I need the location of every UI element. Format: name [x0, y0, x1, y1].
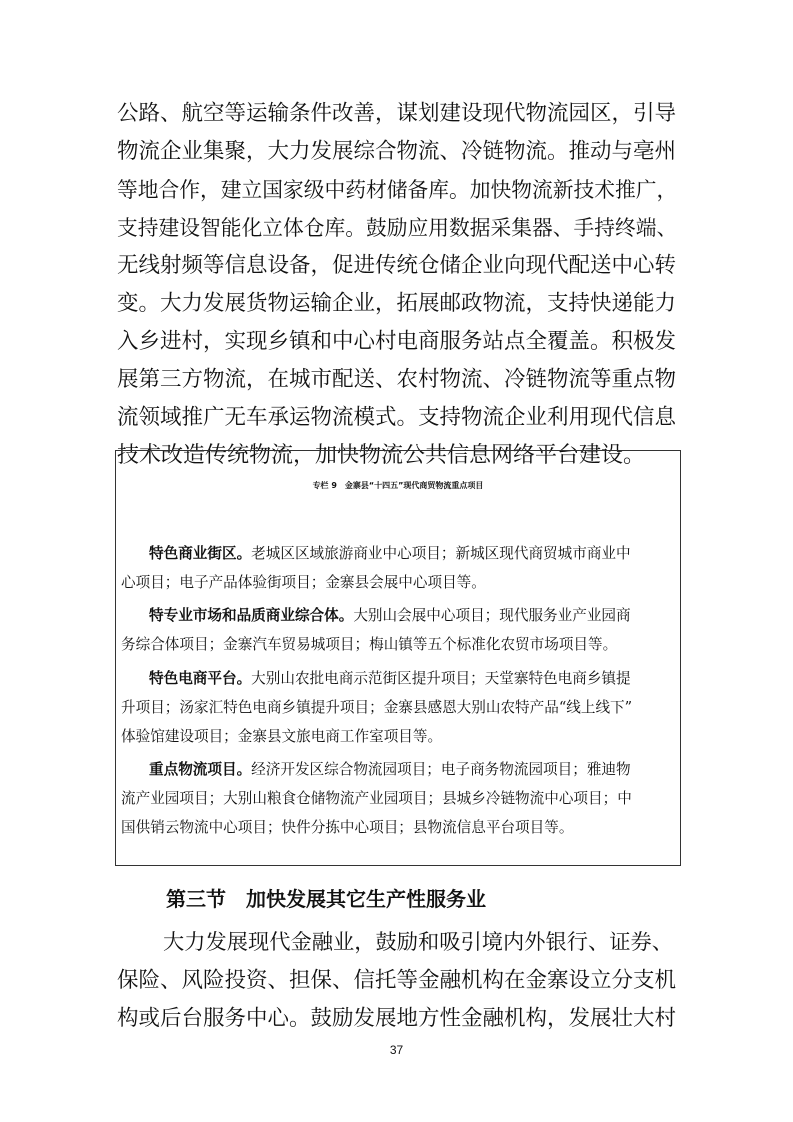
paragraph-line: 物流企业集聚，大力发展综合物流、冷链物流。推动与亳州	[117, 139, 677, 164]
box-item-heading: 特色商业街区。	[149, 545, 252, 562]
box-item-line: 升项目；汤家汇特色电商乡镇提升项目；金寨县感恩大别山农特产品“线上线下”	[121, 699, 633, 716]
page-number: 37	[389, 1043, 404, 1057]
box-item-line: 心项目；电子产品体验街项目；金寨县会展中心项目等。	[121, 574, 486, 591]
box-item-heading: 重点物流项目。	[149, 761, 252, 778]
paragraph-line: 流领域推广无车承运物流模式。支持物流企业利用现代信息	[117, 405, 677, 430]
box-title: 专栏 9 金寨县“十四五”现代商贸物流重点项目	[312, 481, 484, 490]
project-column-box	[115, 450, 681, 866]
paragraph-line: 公路、航空等运输条件改善，谋划建设现代物流园区，引导	[117, 101, 677, 126]
paragraph-line: 无线射频等信息设备，促进传统仓储企业向现代配送中心转	[117, 253, 677, 278]
box-item-line	[149, 542, 631, 566]
section-heading: 第三节 加快发展其它生产性服务业	[166, 887, 486, 911]
box-item-line: 体验馆建设项目；金寨县文旅电商工作室项目等。	[121, 728, 443, 745]
box-item-line: 国供销云物流中心项目；快件分拣中心项目；县物流信息平台项目等。	[121, 819, 574, 836]
paragraph-line: 变。大力发展货物运输企业，拓展邮政物流，支持快递能力	[117, 291, 677, 316]
paragraph-line: 技术改造传统物流，加快物流公共信息网络平台建设。	[117, 443, 646, 468]
box-item-line	[149, 604, 631, 628]
paragraph-line: 等地合作，建立国家级中药材储备库。加快物流新技术推广，	[117, 178, 678, 202]
box-item-heading: 特色电商平台。	[149, 670, 252, 687]
paragraph-line: 入乡进村，实现乡镇和中心村电商服务站点全覆盖。积极发	[117, 329, 677, 354]
box-item-line	[149, 667, 631, 691]
box-item-text: 大别山农批电商示范街区提升项目；天堂寨特色电商乡镇提	[251, 670, 631, 687]
box-item-heading: 特专业市场和品质商业综合体。	[149, 607, 354, 624]
paragraph-line: 保险、风险投资、担保、信托等金融机构在金寨设立分支机	[117, 968, 677, 993]
paragraph-line: 构或后台服务中心。鼓励发展地方性金融机构，发展壮大村	[117, 1006, 677, 1031]
paragraph-line: 展第三方物流，在城市配送、农村物流、冷链物流等重点物	[117, 367, 677, 392]
box-item-text: 经济开发区综合物流园项目；电子商务物流园项目；雅迪物	[251, 761, 631, 778]
box-item-line: 务综合体项目；金寨汽车贸易城项目；梅山镇等五个标准化农贸市场项目等。	[121, 636, 618, 653]
paragraph-line: 大力发展现代金融业，鼓励和吸引境内外银行、证券、	[163, 930, 674, 955]
box-item-text: 大别山会展中心项目；现代服务业产业园商	[353, 607, 631, 624]
box-item-line	[149, 758, 631, 782]
paragraph-line: 支持建设智能化立体仓库。鼓励应用数据采集器、手持终端、	[117, 216, 678, 240]
box-item-text: 老城区区域旅游商业中心项目；新城区现代商贸城市商业中	[251, 545, 631, 562]
box-item-line: 流产业园项目；大别山粮食仓储物流产业园项目；县城乡冷链物流中心项目；中	[121, 790, 632, 807]
